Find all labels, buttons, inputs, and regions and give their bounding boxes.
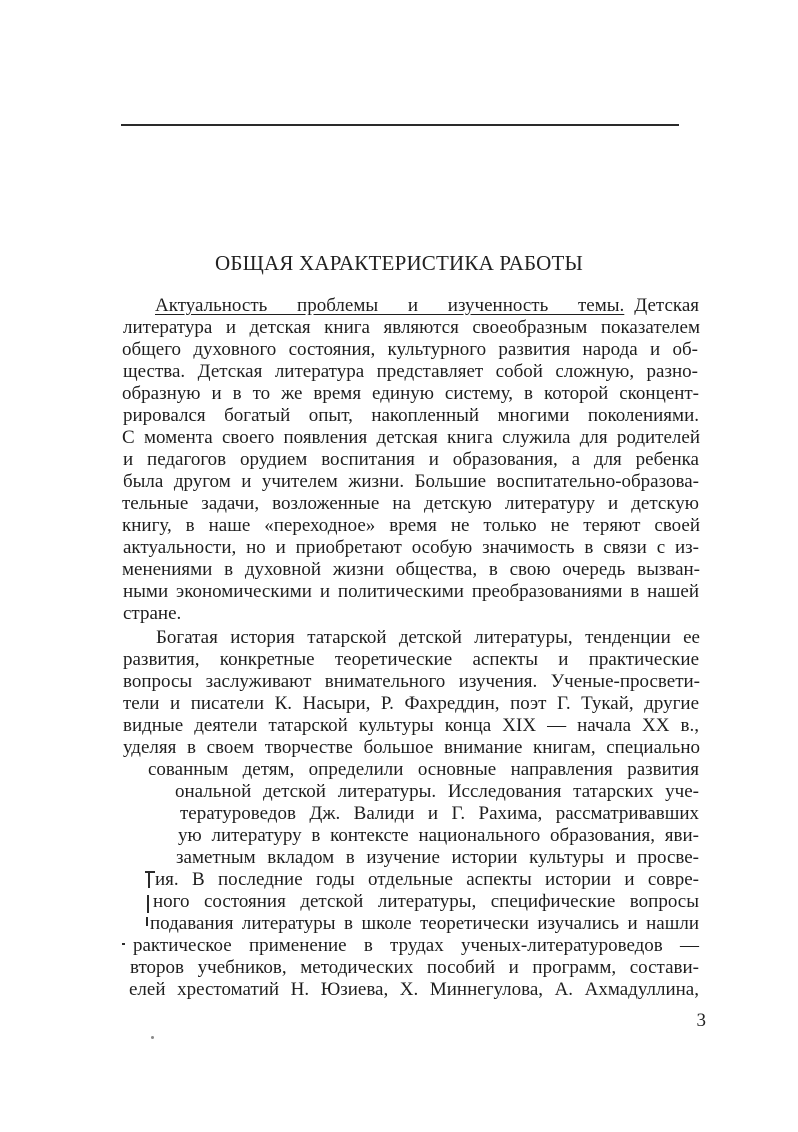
text-line: Богатая история татарской детской литературы, тенденции ее <box>156 627 700 648</box>
scan-artifact <box>147 895 149 913</box>
lead-phrase: Актуальность проблемы и изученность темы. <box>155 295 625 316</box>
text-line: ия. В последние годы отдельные аспекты истории и совре- <box>155 869 699 890</box>
lead-continuation: Детская <box>634 295 699 316</box>
text-line: была другом и учителем жизни. Большие воспитательно-образова- <box>123 471 699 492</box>
text-line: тели и писатели К. Насыри, Р. Фахреддин, поэт Г. Тукай, другие <box>123 693 699 714</box>
scan-artifact <box>122 943 125 945</box>
text-line: общего духовного состояния, культурного развития народа и об- <box>122 339 698 360</box>
section-heading: ОБЩАЯ ХАРАКТЕРИСТИКА РАБОТЫ <box>214 251 584 275</box>
text-line: сованным детям, определили основные направления развития <box>148 759 699 780</box>
text-line: подавания литературы в школе теоретически изучались и нашли <box>150 913 699 934</box>
text-line: уделяя в своем творчестве большое внимание книгам, специально <box>123 737 700 758</box>
text-line: и педагогов орудием воспитания и образования, а для ребенка <box>123 449 699 470</box>
header-rule <box>121 124 679 126</box>
text-line: тельные задачи, возложенные на детскую литературу и детскую <box>122 493 699 514</box>
text-line: заметным вкладом в изучение истории культуры и просве- <box>176 847 699 868</box>
text-line: книгу, в наше «переходное» время не только не теряют своей <box>122 515 700 536</box>
text-line: образную и в то же время единую систему, в которой сконцент- <box>122 383 699 404</box>
text-line: вопросы заслуживают внимательного изучения. Ученые-просвети- <box>123 671 700 692</box>
text-line: рактическое применение в трудах ученых-литературоведов — <box>133 935 699 956</box>
scan-artifact <box>151 1036 154 1039</box>
text-line: актуальности, но и приобретают особую значимость в связи с из- <box>123 537 699 558</box>
text-line: ного состояния детской литературы, специфические вопросы <box>153 891 699 912</box>
scan-artifact <box>145 871 155 873</box>
scan-artifact <box>148 871 150 888</box>
text-line: второв учебников, методических пособий и программ, состави- <box>130 957 699 978</box>
text-line: С момента своего появления детская книга служила для родителей <box>122 427 700 448</box>
text-line: литература и детская книга являются своеобразным показателем <box>123 317 700 338</box>
text-line: ую литературу в контексте национального образования, яви- <box>178 825 699 846</box>
text-line <box>155 296 699 316</box>
text-line: ональной детской литературы. Исследования татарских уче- <box>175 781 699 802</box>
text-line: щества. Детская литература представляет собой сложную, разно- <box>123 361 698 382</box>
text-line: ными экономическими и политическими преобразованиями в нашей <box>123 581 699 602</box>
text-line: развития, конкретные теоретические аспекты и практические <box>123 649 699 670</box>
text-line: рировался богатый опыт, накопленный многими поколениями. <box>123 405 699 426</box>
text-line: видные деятели татарской культуры конца XIX — начала XX в., <box>123 715 699 736</box>
text-line: тературоведов Дж. Валиди и Г. Рахима, рассматривавших <box>180 803 699 824</box>
text-line: елей хрестоматий Н. Юзиева, Х. Миннегулова, А. Ахмадуллина, <box>129 979 699 1000</box>
scan-artifact <box>146 917 148 926</box>
text-line: менениями в духовной жизни общества, в свою очередь вызван- <box>122 559 700 580</box>
page-number: 3 <box>696 1010 706 1031</box>
text-line: стране. <box>123 603 182 624</box>
